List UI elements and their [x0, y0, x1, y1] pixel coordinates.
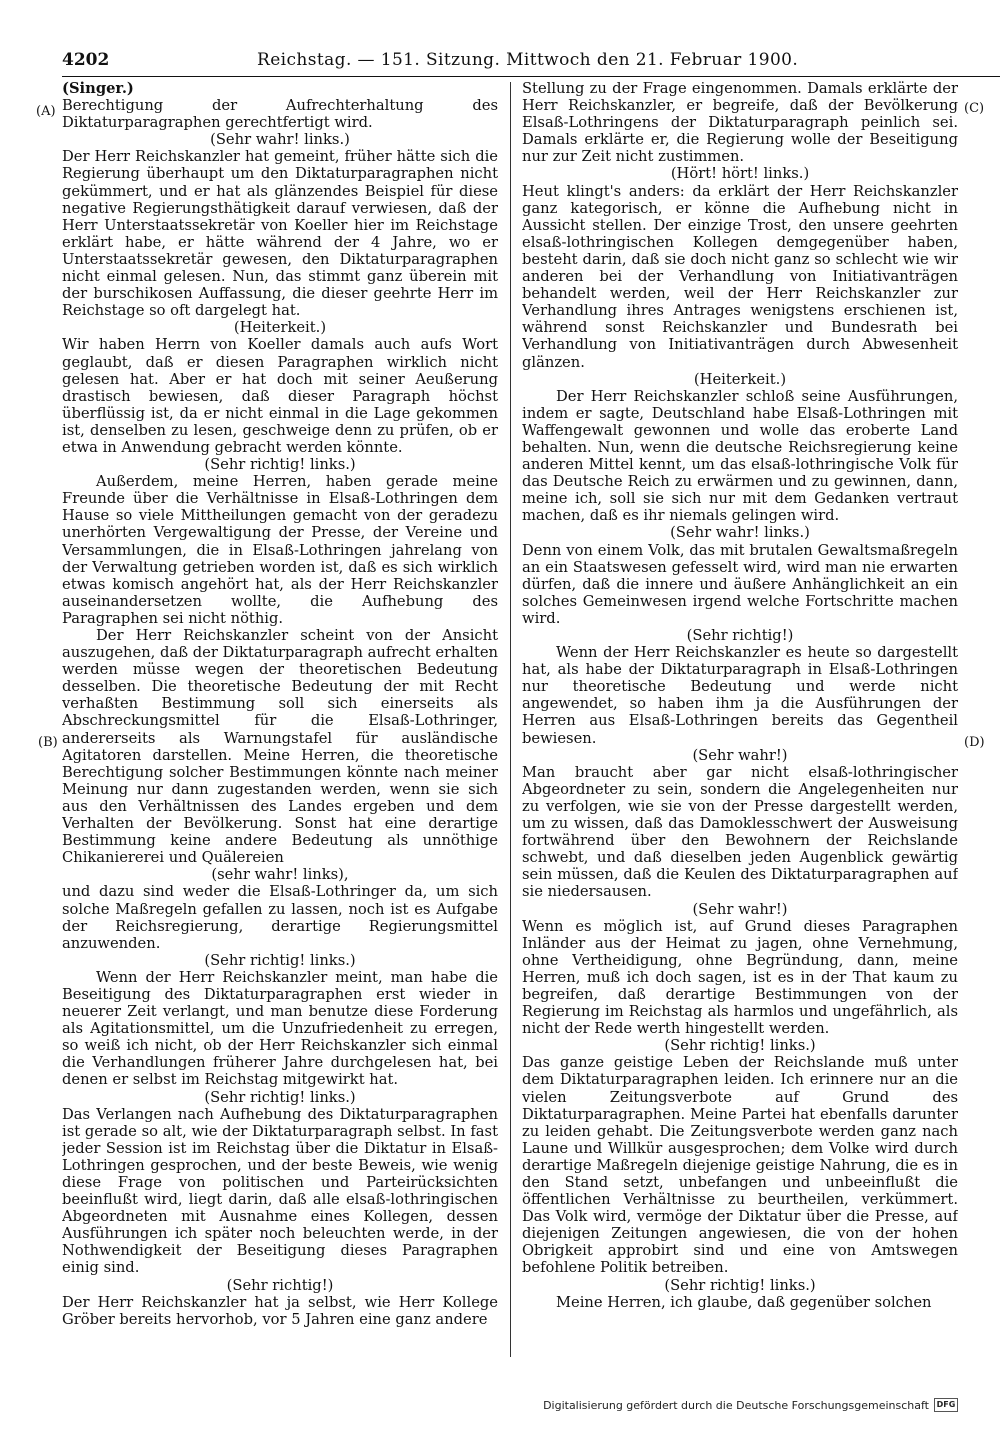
interjection: (Heiterkeit.)	[233, 319, 327, 337]
interjection: (Sehr richtig! links.)	[664, 1276, 816, 1294]
page-number: 4202	[62, 50, 110, 70]
paragraph: Der Herr Reichskanzler schloß seine Ausführungen, indem er sagte, Deutschland habe Elsaß-Lothringen mit Waffengewalt gewonnen und wolle das eroberte Land behalten. Nun, wenn die deutsche Reichsregierung keine anderen Mittel kennt, um das elsaß-lothringische Volk für das Deutsche Reich zu erwärmen und zu gewinnen, dann, meine ich, soll sie sich nur mit dem Gedanken vertraut machen, daß es ihr niemals gelingen wird.	[522, 387, 958, 525]
speaker-name: (Singer.)	[62, 80, 134, 97]
left-text-column	[62, 80, 498, 1380]
column-divider	[510, 82, 511, 1357]
interjection: (sehr wahr! links),	[211, 866, 349, 884]
paragraph: Heut klingt's anders: da erklärt der Herr Reichskanzler ganz kategorisch, er könne die Aufhebung nicht in Aussicht stellen. Der einzige Trost, den unsere geehrten elsaß-lothringischen Kollegen demgegenüber haben, besteht darin, daß sie doch nicht ganz so schlecht wie wir anderen bei der Verhandlung von Initiativanträgen behandelt werden, weil der Herr Reichskanzler zur Verhandlung ihres Antrages wenigstens erschienen ist, während sonst Reichskanzler und Bundesrath bei Verhandlung von Initiativanträgen durch Abwesenheit glänzen.	[522, 182, 958, 371]
paragraph: Wenn der Herr Reichskanzler es heute so dargestellt hat, als habe der Diktaturparagraph in Elsaß-Lothringen nur theoretische Bedeutung und werde nicht angewendet, so haben ihm ja die Ausführungen der Herren aus Elsaß-Lothringen bereits das Gegentheil bewiesen.	[522, 644, 958, 747]
interjection: (Sehr richtig!)	[686, 627, 794, 644]
page-title: Reichstag. — 151. Sitzung. Mittwoch den 21. Februar 1900.	[257, 50, 799, 70]
interjection: (Sehr wahr!)	[692, 900, 788, 918]
paragraph: Wenn der Herr Reichskanzler meint, man habe die Beseitigung des Diktaturparagraphen erst wieder in neuerer Zeit verlangt, und man benutze diese Forderung als Agitationsmittel, um die Unzufriedenheit zu erregen, so weiß ich nicht, ob der Herr Reichskanzler sich einmal die Verhandlungen früherer Jahre durchgelesen hat, bei denen er selbst im Reichstag mitgewirkt hat.	[62, 968, 498, 1089]
interjection: (Sehr wahr! links.)	[670, 524, 810, 542]
paragraph: Außerdem, meine Herren, haben gerade meine Freunde über die Verhältnisse in Elsaß-Lothringen dem Hause so viele Mittheilungen gemacht von der geradezu unerhörten Vergewaltigung der Presse, der Vereine und Versammlungen, die in Elsaß-Lothringen jahrelang von der Verwaltung getrieben worden ist, daß es sich wirklich etwas komisch angehört hat, als der Herr Reichskanzler auseinandersetzen wollte, die Aufhebung des Paragraphen sei nicht nöthig.	[62, 473, 498, 627]
paragraph: Berechtigung der Aufrechterhaltung des Diktaturparagraphen gerechtfertigt wird.	[62, 97, 498, 132]
right-text-column	[522, 80, 958, 1380]
paragraph: Das Verlangen nach Aufhebung des Diktaturparagraphen ist gerade so alt, wie der Diktaturparagraph selbst. In fast jeder Session ist im Reichstag über die Diktatur in Elsaß-Lothringen gesprochen, und der beste Beweis, wie wenig diese Frage von politischen und Parteirücksichten beeinflußt wird, liegt darin, daß alle elsaß-lothringischen Abgeordneten mit Ausnahme eines Kollegen, dessen Ausführungen ich später noch beleuchten werde, in der Nothwendigkeit der Beseitigung dieses Paragraphen einig sind.	[62, 1105, 498, 1277]
margin-marker-a: (A)	[36, 104, 56, 119]
margin-marker-b: (B)	[38, 735, 58, 750]
paragraph: Der Herr Reichskanzler hat gemeint, früher hätte sich die Regierung überhaupt um den Diktaturparagraphen nicht gekümmert, und er hat als glänzendes Beispiel für diese negative Regierungsthätigkeit darauf verwiesen, daß der Herr Unterstaatssekretär von Koeller hier im Reichstage erklärt habe, er hätte während der 4 Jahre, wo er Unterstaatssekretär gewesen, den Diktaturparagraphen nicht einmal gelesen. Nun, das stimmt ganz überein mit der burschikosen Auffassung, die dieser geehrte Herr im Reichstage so oft dargelegt hat.	[62, 148, 498, 320]
interjection: (Sehr richtig!)	[226, 1276, 334, 1294]
interjection: (Sehr richtig! links.)	[204, 1088, 356, 1106]
paragraph: Stellung zu der Frage eingenommen. Damals erklärte der Herr Reichskanzler, er begreife, daß der Bevölkerung Elsaß-Lothringens der Diktaturparagraph peinlich sei. Damals erklärte er, die Regierung wolle der Beseitigung nur zur Zeit nicht zustimmen.	[522, 80, 958, 166]
paragraph: Denn von einem Volk, das mit brutalen Gewaltsmaßregeln an ein Staatswesen gefesselt wird, wird man nie erwarten dürfen, daß die innere und äußere Anhänglichkeit an ein solches Gemeinwesen irgend welche Fortschritte machen wird.	[522, 541, 958, 627]
margin-marker-d: (D)	[964, 735, 985, 750]
interjection: (Hört! hört! links.)	[670, 165, 810, 183]
paragraph: Meine Herren, ich glaube, daß gegenüber solchen	[556, 1293, 932, 1311]
paragraph: und dazu sind weder die Elsaß-Lothringer da, um sich solche Maßregeln gefallen zu lassen, noch ist es Aufgabe der Reichsregierung, derartige Regierungsmittel anzuwenden.	[62, 883, 498, 952]
paragraph: Wenn es möglich ist, auf Grund dieses Paragraphen Inländer aus der Heimat zu jagen, ohne Vernehmung, ohne Vertheidigung, ohne Begründung, dann, meine Herren, muß ich doch sagen, ist es in der That kaum zu begreifen, daß derartige Bestimmungen von der Regierung im Reichstag als harmlos und ungefährlich, als nicht der Rede werth hingestellt werden.	[522, 917, 958, 1038]
footer-credit	[543, 1398, 958, 1412]
paragraph: Wir haben Herrn von Koeller damals auch aufs Wort geglaubt, daß er diesen Paragraphen wirklich nicht gelesen hat. Aber er hat doch mit seiner Aeußerung drastisch bewiesen, daß dieser Paragraph höchst überflüssig ist, da er nicht einmal in die Lage gekommen ist, denselben zu lesen, geschweige denn zu prüfen, ob er etwa in Anwendung gebracht werden könnte.	[62, 336, 498, 456]
interjection: (Sehr wahr!)	[692, 746, 788, 764]
paragraph: Das ganze geistige Leben der Reichslande muß unter dem Diktaturparagraphen leiden. Ich erinnere nur an die vielen Zeitungsverbote auf Grund des Diktaturparagraphen. Meine Partei hat ebenfalls darunter zu leiden gehabt. Die Zeitungsverbote werden ganz nach Laune und Willkür ausgesprochen; dem Volke wird durch derartige Maßregeln diejenige geistige Nahrung, die es in den Stand setzt, unbefangen und unbeeinflußt die öffentlichen Verhältnisse zu beurtheilen, verkümmert. Das Volk wird, vermöge der Diktatur über die Presse, auf diejenigen Zeitungen angewiesen, die von der hohen Obrigkeit approbirt sind und eine von Amtswegen befohlene Politik betreiben.	[522, 1054, 958, 1277]
dfg-logo-icon: DFG	[934, 1398, 958, 1412]
page-header	[62, 48, 1000, 77]
paragraph: Man braucht aber gar nicht elsaß-lothringischer Abgeordneter zu sein, sondern die Angelegenheiten nur zu verfolgen, wie sie von der Presse dargestellt werden, um zu wissen, daß das Damoklesschwert der Ausweisung fortwährend über den Bewohnern der Reichslande schwebt, und daß dieselben jeden Augenblick gewärtig sein müssen, daß die Keulen des Diktaturparagraphen auf sie niedersausen.	[522, 763, 958, 901]
paragraph: Der Herr Reichskanzler hat ja selbst, wie Herr Kollege Gröber bereits hervorhob, vor 5 Jahren eine ganz andere	[62, 1293, 498, 1328]
margin-marker-c: (C)	[964, 101, 985, 116]
paragraph: Der Herr Reichskanzler scheint von der Ansicht auszugehen, daß der Diktaturparagraph aufrecht erhalten werden müsse wegen der theoretischen Bedeutung desselben. Die theoretische Bedeutung der mit Recht verhaßten Bestimmung soll sich einerseits als Abschreckungsmittel für die Elsaß-Lothringer, andererseits als Warnungstafel für ausländische Agitatoren darstellen. Meine Herren, die theoretische Berechtigung solcher Bestimmungen könnte nach meiner Meinung nur dann zugestanden werden, wenn sie sich aus den Verhältnissen des Landes ergeben und dem Verhalten der Bevölkerung. Sonst hat eine derartige Bestimmung keine andere Bedeutung als unnöthige Chikaniererei und Quälereien	[62, 627, 498, 867]
interjection: (Heiterkeit.)	[693, 370, 787, 388]
interjection: (Sehr richtig! links.)	[664, 1037, 816, 1055]
interjection: (Sehr wahr! links.)	[210, 131, 350, 149]
footer-credit-text: Digitalisierung gefördert durch die Deutsche Forschungsgemeinschaft	[543, 1398, 929, 1412]
interjection: (Sehr richtig! links.)	[204, 456, 356, 474]
interjection: (Sehr richtig! links.)	[204, 951, 356, 969]
